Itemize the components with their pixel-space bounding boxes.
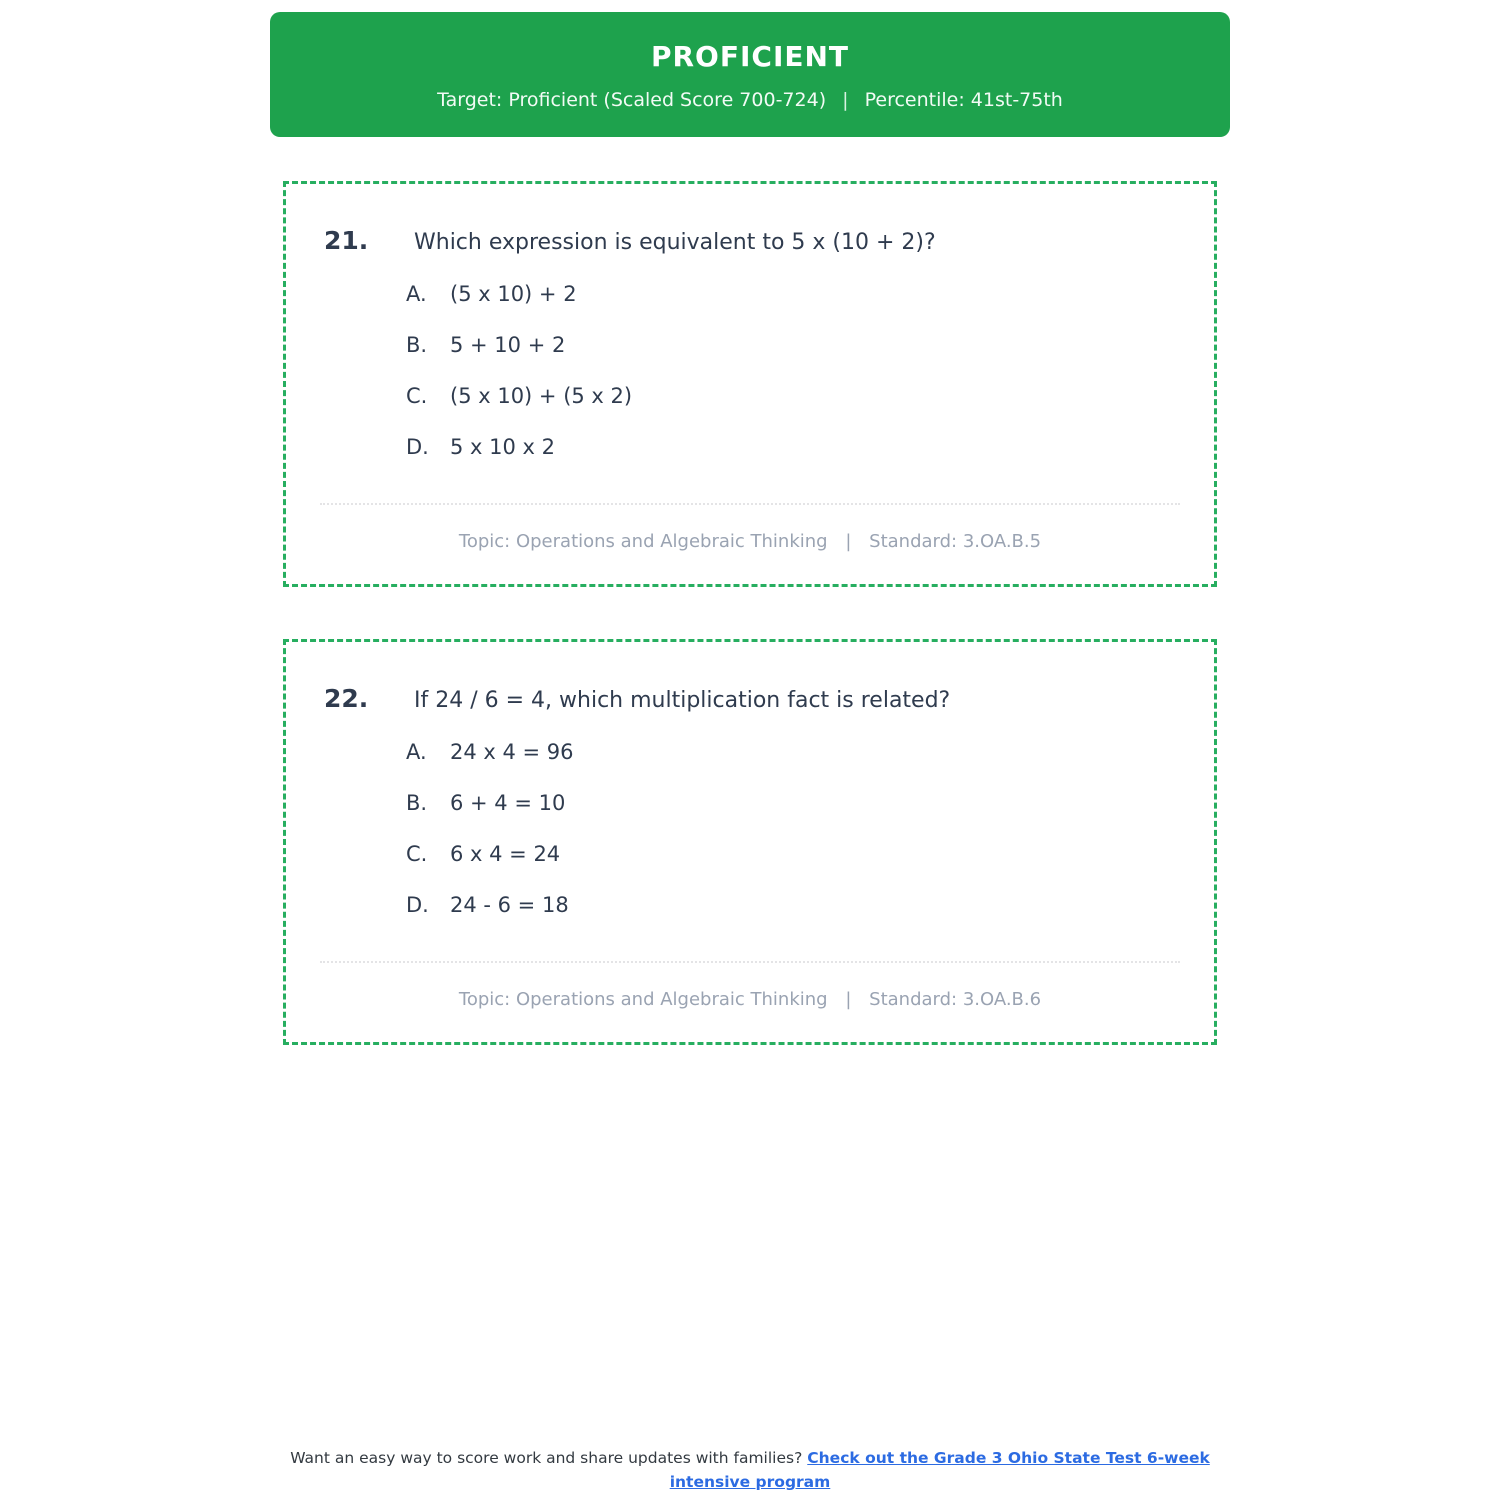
question-number: 21. (324, 226, 369, 255)
option-letter: C. (406, 384, 428, 408)
topic-separator: | (845, 989, 852, 1010)
question-number: 22. (324, 684, 369, 713)
footer-text-block (285, 1446, 1215, 1494)
option-letter: C. (406, 842, 428, 866)
topic-separator: | (845, 531, 852, 552)
card-divider (320, 961, 1180, 963)
banner-subtitle (290, 89, 1210, 111)
question-row (320, 684, 1180, 713)
question-card-22 (283, 639, 1217, 1045)
card-divider (320, 503, 1180, 505)
banner-percentile: Percentile: 41st-75th (864, 89, 1063, 111)
topic-standard-line (320, 531, 1180, 552)
option-letter: A. (406, 282, 427, 306)
topic-label: Topic: Operations and Algebraic Thinking (458, 989, 828, 1010)
option-b (406, 791, 1180, 815)
option-a (406, 740, 1180, 764)
topic-label: Topic: Operations and Algebraic Thinking (458, 531, 828, 552)
banner-title: PROFICIENT (650, 40, 850, 73)
question-card-21 (283, 181, 1217, 587)
option-c (406, 384, 1180, 408)
option-letter: B. (406, 791, 428, 815)
option-letter: A. (406, 740, 427, 764)
option-text: 5 x 10 x 2 (450, 435, 555, 459)
proficiency-banner (270, 12, 1230, 137)
question-row (320, 226, 1180, 255)
option-text: 6 + 4 = 10 (450, 791, 566, 815)
option-d (406, 435, 1180, 459)
standard-label: Standard: 3.OA.B.5 (869, 531, 1042, 552)
option-d (406, 893, 1180, 917)
option-a (406, 282, 1180, 306)
option-letter: B. (406, 333, 428, 357)
worksheet-page (0, 12, 1500, 1512)
program-link[interactable]: Check out the Grade 3 Ohio State Test 6-week intensive program (669, 1448, 1210, 1491)
question-text: Which expression is equivalent to 5 x (10 + 2)? (414, 230, 936, 255)
banner-separator: | (842, 89, 849, 111)
option-letter: D. (406, 893, 429, 917)
option-b (406, 333, 1180, 357)
question-text: If 24 / 6 = 4, which multiplication fact is related? (414, 688, 951, 713)
footer-text: Want an easy way to score work and share updates with families? (290, 1448, 803, 1467)
standard-label: Standard: 3.OA.B.6 (869, 989, 1042, 1010)
options-list (406, 282, 1180, 459)
option-text: 24 - 6 = 18 (450, 893, 569, 917)
topic-standard-line (320, 989, 1180, 1010)
option-text: (5 x 10) + 2 (450, 282, 577, 306)
banner-target: Target: Proficient (Scaled Score 700-724) (437, 89, 827, 111)
option-letter: D. (406, 435, 429, 459)
option-text: 24 x 4 = 96 (450, 740, 574, 764)
options-list (406, 740, 1180, 917)
option-c (406, 842, 1180, 866)
option-text: (5 x 10) + (5 x 2) (450, 384, 633, 408)
option-text: 5 + 10 + 2 (450, 333, 566, 357)
page-footer (0, 1446, 1500, 1494)
option-text: 6 x 4 = 24 (450, 842, 561, 866)
